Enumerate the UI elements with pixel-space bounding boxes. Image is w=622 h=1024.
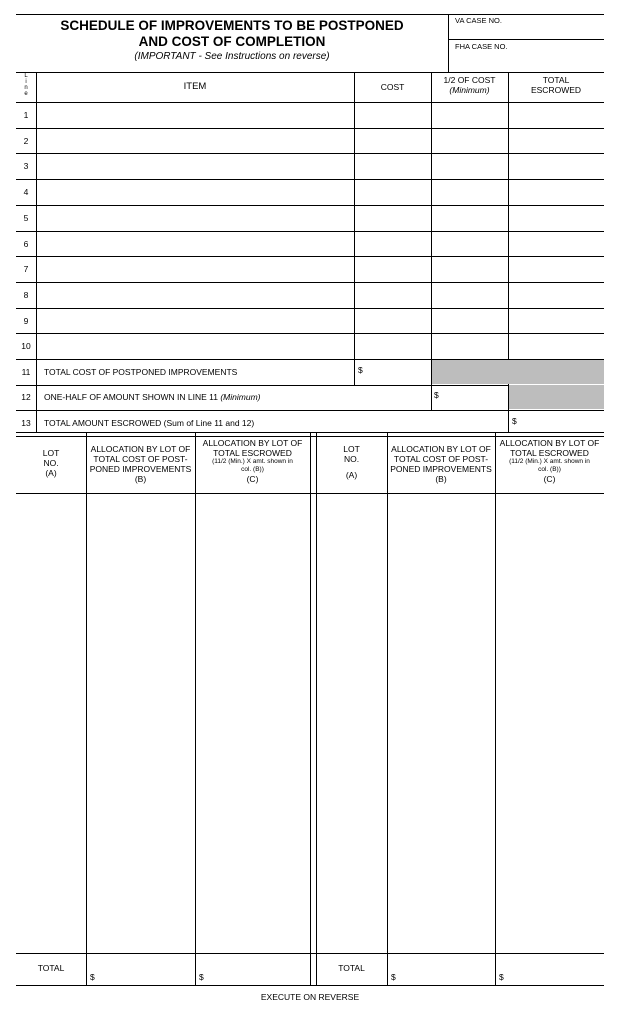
cost-header: COST bbox=[380, 82, 405, 92]
line-4-half-cost-field[interactable] bbox=[432, 180, 508, 204]
line-9-item-field[interactable] bbox=[37, 309, 354, 333]
line-5-item-field[interactable] bbox=[37, 206, 354, 230]
lot-no-header: LOT NO. (A) bbox=[343, 444, 360, 480]
line-number: 3 bbox=[23, 161, 29, 171]
line-number: 9 bbox=[23, 316, 29, 326]
line-5-cost-field[interactable] bbox=[355, 206, 431, 230]
line12-dollar: $ bbox=[434, 390, 439, 400]
line-1-cost-field[interactable] bbox=[355, 103, 431, 127]
allocation-escrowed-column-right[interactable] bbox=[496, 494, 603, 952]
line-4-item-field[interactable] bbox=[37, 180, 354, 204]
allocation-cost-column-left[interactable] bbox=[87, 494, 194, 952]
lot-no-header: LOT NO. (A) bbox=[42, 448, 60, 478]
line-10-half-cost-field[interactable] bbox=[432, 334, 508, 358]
shaded-cell bbox=[432, 360, 604, 384]
line-8-item-field[interactable] bbox=[37, 283, 354, 307]
line-8-total-escrowed-field[interactable] bbox=[509, 283, 604, 307]
item-header: ITEM bbox=[183, 81, 207, 92]
line-8-cost-field[interactable] bbox=[355, 283, 431, 307]
line-number: 10 bbox=[21, 341, 31, 351]
line12-label: ONE-HALF OF AMOUNT SHOWN IN LINE 11 (Minimum) bbox=[44, 392, 261, 402]
allocation-escrowed-column-left[interactable] bbox=[196, 494, 309, 952]
fha-case-label: FHA CASE NO. bbox=[455, 42, 508, 51]
line-3-total-escrowed-field[interactable] bbox=[509, 154, 604, 178]
line-2-cost-field[interactable] bbox=[355, 129, 431, 153]
line-number: 7 bbox=[23, 264, 29, 274]
line-7-half-cost-field[interactable] bbox=[432, 257, 508, 281]
line-9-cost-field[interactable] bbox=[355, 309, 431, 333]
line-2-half-cost-field[interactable] bbox=[432, 129, 508, 153]
line13-total-field[interactable] bbox=[520, 413, 602, 431]
line11-cost-field[interactable] bbox=[366, 362, 430, 382]
half-cost-header: 1/2 OF COST (Minimum) bbox=[443, 75, 496, 95]
line11-dollar: $ bbox=[358, 365, 363, 375]
line-9-total-escrowed-field[interactable] bbox=[509, 309, 604, 333]
allocation-cost-header: ALLOCATION BY LOT OF TOTAL COST OF POST- PONED IMPROVEMENTS (B) bbox=[390, 444, 492, 484]
line-number: 13 bbox=[21, 418, 31, 428]
line-6-half-cost-field[interactable] bbox=[432, 232, 508, 256]
allocation-escrowed-header: ALLOCATION BY LOT OF TOTAL ESCROWED (11/2 (Min.) X amt. shown in col. (B)) (C) bbox=[499, 438, 600, 484]
line-number: 2 bbox=[23, 136, 29, 146]
line-7-total-escrowed-field[interactable] bbox=[509, 257, 604, 281]
line-2-total-escrowed-field[interactable] bbox=[509, 129, 604, 153]
form-title: SCHEDULE OF IMPROVEMENTS TO BE POSTPONED AND COST OF COMPLETION bbox=[60, 18, 404, 49]
line-7-item-field[interactable] bbox=[37, 257, 354, 281]
allocation-cost-header: ALLOCATION BY LOT OF TOTAL COST OF POST- PONED IMPROVEMENTS (B) bbox=[89, 444, 192, 484]
line12-half-cost-field[interactable] bbox=[442, 387, 506, 407]
total-label: TOTAL bbox=[338, 963, 365, 973]
shaded-cell bbox=[509, 385, 604, 409]
line-10-item-field[interactable] bbox=[37, 334, 354, 358]
lot-number-column-left[interactable] bbox=[17, 494, 85, 952]
allocation-cost-column-right[interactable] bbox=[388, 494, 494, 952]
lot-number-column-right[interactable] bbox=[317, 494, 386, 952]
execute-on-reverse-note: EXECUTE ON REVERSE bbox=[260, 992, 360, 1002]
total-label: TOTAL bbox=[37, 963, 65, 973]
total-dollar: $ bbox=[90, 972, 95, 982]
row-rule bbox=[16, 410, 604, 411]
line-9-half-cost-field[interactable] bbox=[432, 309, 508, 333]
total-dollar: $ bbox=[199, 972, 204, 982]
line13-label: TOTAL AMOUNT ESCROWED (Sum of Line 11 and 12) bbox=[44, 418, 255, 428]
fha-case-field[interactable] bbox=[449, 52, 603, 70]
line-6-cost-field[interactable] bbox=[355, 232, 431, 256]
line-number: 11 bbox=[21, 367, 31, 377]
line-7-cost-field[interactable] bbox=[355, 257, 431, 281]
line11-label: TOTAL COST OF POSTPONED IMPROVEMENTS bbox=[44, 367, 238, 377]
line-10-total-escrowed-field[interactable] bbox=[509, 334, 604, 358]
total-escrowed-field-right[interactable] bbox=[507, 956, 603, 983]
total-escrowed-header: TOTAL ESCROWED bbox=[530, 75, 582, 95]
line-number: 12 bbox=[21, 392, 31, 402]
line-3-item-field[interactable] bbox=[37, 154, 354, 178]
line-number: 1 bbox=[23, 110, 29, 120]
line-number: 5 bbox=[23, 213, 29, 223]
total-escrowed-field-left[interactable] bbox=[207, 956, 309, 983]
line-4-cost-field[interactable] bbox=[355, 180, 431, 204]
line-8-half-cost-field[interactable] bbox=[432, 283, 508, 307]
allocation-escrowed-header: ALLOCATION BY LOT OF TOTAL ESCROWED (11/2 (Min.) X amt. shown in col. (B)) (C) bbox=[202, 438, 303, 484]
line-5-half-cost-field[interactable] bbox=[432, 206, 508, 230]
line-1-half-cost-field[interactable] bbox=[432, 103, 508, 127]
line-1-item-field[interactable] bbox=[37, 103, 354, 127]
line-number: 4 bbox=[23, 187, 29, 197]
line-column-header: L i n e bbox=[24, 73, 28, 97]
line-4-total-escrowed-field[interactable] bbox=[509, 180, 604, 204]
line-1-total-escrowed-field[interactable] bbox=[509, 103, 604, 127]
va-case-field[interactable] bbox=[449, 24, 603, 38]
total-dollar: $ bbox=[499, 972, 504, 982]
line-6-total-escrowed-field[interactable] bbox=[509, 232, 604, 256]
form-subtitle: (IMPORTANT - See Instructions on reverse) bbox=[134, 51, 330, 62]
total-cost-field-right[interactable] bbox=[399, 956, 494, 983]
total-dollar: $ bbox=[391, 972, 396, 982]
line-number: 8 bbox=[23, 290, 29, 300]
line-3-cost-field[interactable] bbox=[355, 154, 431, 178]
line13-dollar: $ bbox=[512, 416, 517, 426]
line-2-item-field[interactable] bbox=[37, 129, 354, 153]
line-6-item-field[interactable] bbox=[37, 232, 354, 256]
line-5-total-escrowed-field[interactable] bbox=[509, 206, 604, 230]
line-3-half-cost-field[interactable] bbox=[432, 154, 508, 178]
line-number: 6 bbox=[23, 239, 29, 249]
total-cost-field-left[interactable] bbox=[98, 956, 194, 983]
line-10-cost-field[interactable] bbox=[355, 334, 431, 358]
va-case-label: VA CASE NO. bbox=[455, 16, 502, 25]
